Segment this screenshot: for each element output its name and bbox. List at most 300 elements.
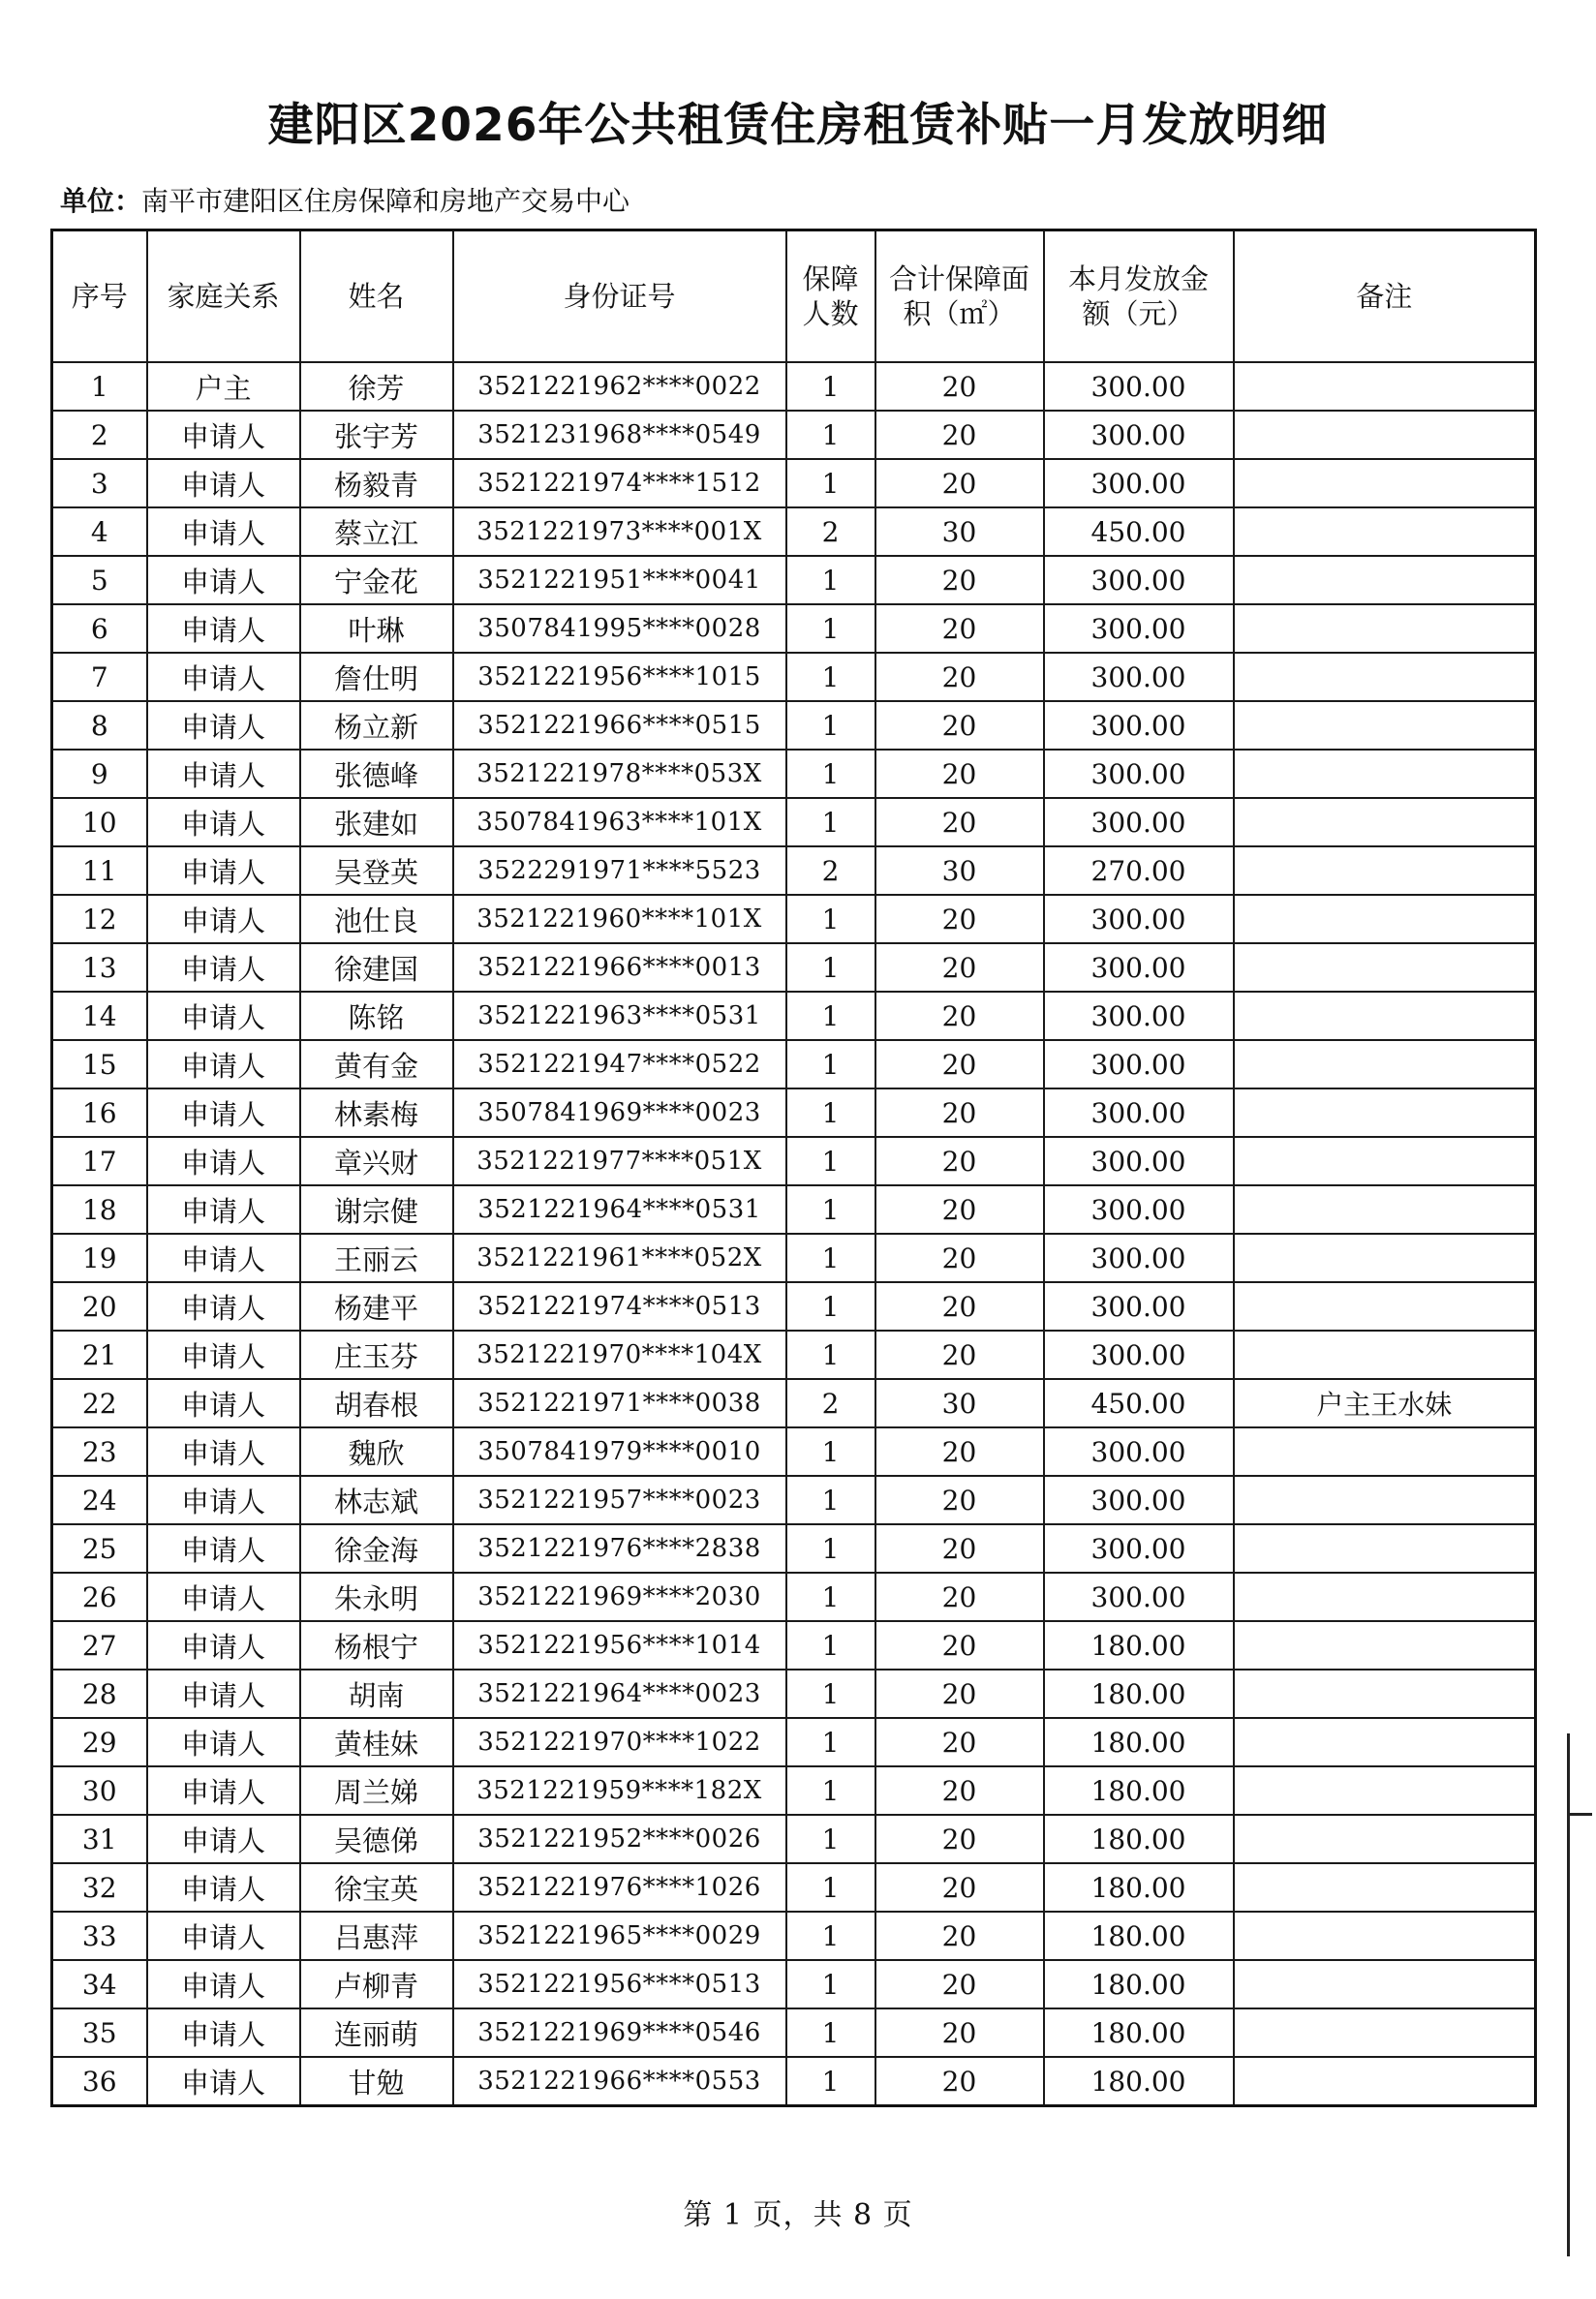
cell-seq: 33	[52, 1912, 147, 1960]
cell-id-number: 3521221977****051X	[453, 1137, 786, 1185]
cell-relation: 申请人	[147, 1040, 300, 1088]
cell-seq: 36	[52, 2057, 147, 2106]
cell-name: 吕惠萍	[300, 1912, 453, 1960]
col-header-amount: 本月发放金额（元）	[1044, 230, 1234, 363]
cell-id-number: 3521221969****0546	[453, 2008, 786, 2057]
cell-seq: 17	[52, 1137, 147, 1185]
cell-seq: 2	[52, 411, 147, 459]
cell-persons: 1	[786, 653, 875, 701]
cell-area: 20	[875, 1040, 1044, 1088]
cell-amount: 300.00	[1044, 1234, 1234, 1282]
cell-note	[1234, 459, 1536, 507]
cell-area: 20	[875, 1670, 1044, 1718]
col-header-seq: 序号	[52, 230, 147, 363]
cell-seq: 16	[52, 1088, 147, 1137]
table-row	[52, 1331, 1536, 1379]
cell-amount: 180.00	[1044, 1766, 1234, 1815]
cell-area: 20	[875, 1524, 1044, 1573]
cell-amount: 180.00	[1044, 1960, 1234, 2008]
table-row	[52, 2008, 1536, 2057]
cell-area: 20	[875, 1863, 1044, 1912]
cell-id-number: 3521221947****0522	[453, 1040, 786, 1088]
cell-note	[1234, 895, 1536, 943]
cell-name: 张宇芳	[300, 411, 453, 459]
scan-edge-mark	[1567, 1733, 1570, 2256]
cell-seq: 9	[52, 750, 147, 798]
cell-relation: 申请人	[147, 1815, 300, 1863]
cell-relation: 申请人	[147, 1331, 300, 1379]
cell-relation: 申请人	[147, 507, 300, 556]
cell-name: 徐宝英	[300, 1863, 453, 1912]
cell-note: 户主王水妹	[1234, 1379, 1536, 1427]
cell-amount: 300.00	[1044, 1573, 1234, 1621]
cell-name: 杨毅青	[300, 459, 453, 507]
cell-relation: 申请人	[147, 2008, 300, 2057]
cell-area: 20	[875, 1234, 1044, 1282]
cell-id-number: 3521221974****0513	[453, 1282, 786, 1331]
cell-persons: 1	[786, 1331, 875, 1379]
cell-name: 黄有金	[300, 1040, 453, 1088]
cell-id-number: 3521221962****0022	[453, 362, 786, 411]
cell-persons: 1	[786, 1670, 875, 1718]
cell-id-number: 3521221966****0515	[453, 701, 786, 750]
cell-seq: 11	[52, 846, 147, 895]
cell-persons: 1	[786, 992, 875, 1040]
cell-persons: 1	[786, 798, 875, 846]
table-row	[52, 1573, 1536, 1621]
table-row	[52, 1427, 1536, 1476]
cell-relation: 申请人	[147, 1863, 300, 1912]
cell-id-number: 3521221963****0531	[453, 992, 786, 1040]
cell-persons: 2	[786, 507, 875, 556]
cell-relation: 申请人	[147, 2057, 300, 2106]
cell-seq: 24	[52, 1476, 147, 1524]
cell-amount: 180.00	[1044, 1621, 1234, 1670]
col-header-name: 姓名	[300, 230, 453, 363]
cell-seq: 25	[52, 1524, 147, 1573]
cell-relation: 户主	[147, 362, 300, 411]
cell-note	[1234, 1766, 1536, 1815]
cell-amount: 180.00	[1044, 1670, 1234, 1718]
cell-note	[1234, 1718, 1536, 1766]
cell-amount: 300.00	[1044, 1137, 1234, 1185]
cell-area: 20	[875, 1621, 1044, 1670]
table-row	[52, 556, 1536, 604]
cell-relation: 申请人	[147, 1476, 300, 1524]
cell-persons: 1	[786, 1234, 875, 1282]
cell-persons: 1	[786, 1137, 875, 1185]
cell-seq: 29	[52, 1718, 147, 1766]
cell-relation: 申请人	[147, 459, 300, 507]
cell-seq: 32	[52, 1863, 147, 1912]
cell-amount: 300.00	[1044, 750, 1234, 798]
cell-amount: 450.00	[1044, 507, 1234, 556]
cell-note	[1234, 1331, 1536, 1379]
cell-seq: 21	[52, 1331, 147, 1379]
cell-amount: 300.00	[1044, 653, 1234, 701]
cell-id-number: 3521221966****0013	[453, 943, 786, 992]
cell-id-number: 3521221976****1026	[453, 1863, 786, 1912]
cell-area: 20	[875, 1137, 1044, 1185]
col-header-note: 备注	[1234, 230, 1536, 363]
table-row	[52, 943, 1536, 992]
table-row	[52, 459, 1536, 507]
table-row	[52, 1088, 1536, 1137]
cell-area: 20	[875, 411, 1044, 459]
table-row	[52, 1476, 1536, 1524]
col-header-id-number: 身份证号	[453, 230, 786, 363]
cell-amount: 300.00	[1044, 798, 1234, 846]
cell-note	[1234, 1476, 1536, 1524]
cell-name: 徐芳	[300, 362, 453, 411]
cell-relation: 申请人	[147, 1088, 300, 1137]
cell-relation: 申请人	[147, 1718, 300, 1766]
table-row	[52, 701, 1536, 750]
cell-area: 20	[875, 1282, 1044, 1331]
cell-note	[1234, 1088, 1536, 1137]
cell-seq: 19	[52, 1234, 147, 1282]
cell-relation: 申请人	[147, 1573, 300, 1621]
cell-amount: 300.00	[1044, 1476, 1234, 1524]
cell-name: 叶琳	[300, 604, 453, 653]
cell-name: 杨立新	[300, 701, 453, 750]
cell-id-number: 3521221960****101X	[453, 895, 786, 943]
cell-note	[1234, 846, 1536, 895]
cell-note	[1234, 1960, 1536, 2008]
cell-relation: 申请人	[147, 556, 300, 604]
cell-area: 20	[875, 1960, 1044, 2008]
cell-relation: 申请人	[147, 1960, 300, 2008]
cell-note	[1234, 1185, 1536, 1234]
cell-area: 20	[875, 1573, 1044, 1621]
cell-name: 池仕良	[300, 895, 453, 943]
table-row	[52, 1718, 1536, 1766]
cell-seq: 30	[52, 1766, 147, 1815]
cell-note	[1234, 1137, 1536, 1185]
cell-note	[1234, 992, 1536, 1040]
cell-note	[1234, 1234, 1536, 1282]
cell-area: 20	[875, 556, 1044, 604]
col-header-relation: 家庭关系	[147, 230, 300, 363]
cell-area: 30	[875, 846, 1044, 895]
cell-name: 杨根宁	[300, 1621, 453, 1670]
cell-persons: 1	[786, 750, 875, 798]
table-row	[52, 1863, 1536, 1912]
cell-relation: 申请人	[147, 798, 300, 846]
cell-area: 20	[875, 943, 1044, 992]
cell-note	[1234, 943, 1536, 992]
cell-area: 20	[875, 1331, 1044, 1379]
table-row	[52, 362, 1536, 411]
cell-persons: 1	[786, 459, 875, 507]
cell-note	[1234, 750, 1536, 798]
table-row	[52, 411, 1536, 459]
cell-relation: 申请人	[147, 846, 300, 895]
cell-relation: 申请人	[147, 411, 300, 459]
cell-area: 20	[875, 798, 1044, 846]
cell-seq: 12	[52, 895, 147, 943]
cell-id-number: 3507841963****101X	[453, 798, 786, 846]
cell-id-number: 3521221970****104X	[453, 1331, 786, 1379]
cell-persons: 1	[786, 556, 875, 604]
cell-name: 杨建平	[300, 1282, 453, 1331]
cell-area: 20	[875, 362, 1044, 411]
cell-area: 20	[875, 1718, 1044, 1766]
unit-value: 南平市建阳区住房保障和房地产交易中心	[141, 185, 630, 217]
cell-id-number: 3521221969****2030	[453, 1573, 786, 1621]
cell-amount: 180.00	[1044, 1863, 1234, 1912]
document-title: 建阳区2026年公共租赁住房租赁补贴一月发放明细	[267, 99, 1329, 152]
cell-persons: 1	[786, 701, 875, 750]
cell-amount: 300.00	[1044, 1282, 1234, 1331]
cell-seq: 31	[52, 1815, 147, 1863]
cell-note	[1234, 362, 1536, 411]
cell-id-number: 3521221951****0041	[453, 556, 786, 604]
cell-amount: 300.00	[1044, 992, 1234, 1040]
cell-note	[1234, 411, 1536, 459]
cell-persons: 1	[786, 1040, 875, 1088]
table-row	[52, 1960, 1536, 2008]
cell-seq: 6	[52, 604, 147, 653]
cell-persons: 1	[786, 411, 875, 459]
cell-area: 20	[875, 1185, 1044, 1234]
table-row	[52, 1282, 1536, 1331]
cell-persons: 1	[786, 1718, 875, 1766]
table-row	[52, 846, 1536, 895]
cell-name: 庄玉芬	[300, 1331, 453, 1379]
cell-area: 20	[875, 653, 1044, 701]
cell-area: 20	[875, 2008, 1044, 2057]
cell-persons: 1	[786, 1766, 875, 1815]
cell-relation: 申请人	[147, 1766, 300, 1815]
table-row	[52, 1815, 1536, 1863]
table-row	[52, 1137, 1536, 1185]
cell-relation: 申请人	[147, 604, 300, 653]
cell-seq: 27	[52, 1621, 147, 1670]
cell-seq: 34	[52, 1960, 147, 2008]
cell-relation: 申请人	[147, 943, 300, 992]
cell-relation: 申请人	[147, 1427, 300, 1476]
cell-area: 20	[875, 1088, 1044, 1137]
cell-id-number: 3521221978****053X	[453, 750, 786, 798]
cell-amount: 300.00	[1044, 1427, 1234, 1476]
cell-persons: 1	[786, 604, 875, 653]
cell-id-number: 3521221959****182X	[453, 1766, 786, 1815]
table-row	[52, 895, 1536, 943]
table-row	[52, 750, 1536, 798]
cell-seq: 4	[52, 507, 147, 556]
cell-seq: 26	[52, 1573, 147, 1621]
cell-area: 20	[875, 992, 1044, 1040]
cell-name: 徐金海	[300, 1524, 453, 1573]
cell-amount: 300.00	[1044, 1331, 1234, 1379]
cell-note	[1234, 1670, 1536, 1718]
table-row	[52, 1524, 1536, 1573]
cell-id-number: 3521221952****0026	[453, 1815, 786, 1863]
cell-persons: 1	[786, 2057, 875, 2106]
table-row	[52, 1379, 1536, 1427]
cell-seq: 28	[52, 1670, 147, 1718]
table-row	[52, 1040, 1536, 1088]
cell-amount: 180.00	[1044, 1815, 1234, 1863]
cell-relation: 申请人	[147, 992, 300, 1040]
cell-seq: 7	[52, 653, 147, 701]
cell-area: 20	[875, 895, 1044, 943]
col-header-area: 合计保障面积（㎡）	[875, 230, 1044, 363]
cell-name: 宁金花	[300, 556, 453, 604]
cell-relation: 申请人	[147, 1524, 300, 1573]
cell-note	[1234, 604, 1536, 653]
cell-seq: 3	[52, 459, 147, 507]
cell-persons: 1	[786, 1815, 875, 1863]
table-row	[52, 1234, 1536, 1282]
cell-persons: 1	[786, 1524, 875, 1573]
cell-id-number: 3521221957****0023	[453, 1476, 786, 1524]
cell-area: 20	[875, 701, 1044, 750]
cell-persons: 1	[786, 1088, 875, 1137]
cell-note	[1234, 701, 1536, 750]
cell-persons: 1	[786, 1476, 875, 1524]
table-row	[52, 1766, 1536, 1815]
table-row	[52, 1670, 1536, 1718]
cell-relation: 申请人	[147, 1670, 300, 1718]
cell-seq: 10	[52, 798, 147, 846]
cell-seq: 23	[52, 1427, 147, 1476]
unit-line	[60, 180, 629, 219]
cell-persons: 1	[786, 895, 875, 943]
cell-name: 黄桂妹	[300, 1718, 453, 1766]
cell-amount: 180.00	[1044, 2057, 1234, 2106]
cell-name: 魏欣	[300, 1427, 453, 1476]
table-row	[52, 653, 1536, 701]
table-row	[52, 992, 1536, 1040]
table-row	[52, 2057, 1536, 2106]
cell-persons: 1	[786, 1912, 875, 1960]
subsidy-table	[50, 229, 1537, 2107]
cell-name: 吴德俤	[300, 1815, 453, 1863]
cell-id-number: 3521221956****0513	[453, 1960, 786, 2008]
cell-relation: 申请人	[147, 1621, 300, 1670]
cell-name: 张德峰	[300, 750, 453, 798]
cell-amount: 300.00	[1044, 1088, 1234, 1137]
cell-seq: 13	[52, 943, 147, 992]
cell-relation: 申请人	[147, 1234, 300, 1282]
cell-name: 甘勉	[300, 2057, 453, 2106]
cell-note	[1234, 1573, 1536, 1621]
cell-seq: 18	[52, 1185, 147, 1234]
cell-note	[1234, 1912, 1536, 1960]
cell-amount: 300.00	[1044, 604, 1234, 653]
cell-persons: 1	[786, 2008, 875, 2057]
cell-area: 20	[875, 750, 1044, 798]
cell-name: 吴登英	[300, 846, 453, 895]
cell-note	[1234, 1863, 1536, 1912]
cell-amount: 270.00	[1044, 846, 1234, 895]
cell-amount: 300.00	[1044, 1524, 1234, 1573]
cell-id-number: 3521221976****2838	[453, 1524, 786, 1573]
cell-name: 连丽萌	[300, 2008, 453, 2057]
cell-persons: 1	[786, 1427, 875, 1476]
cell-relation: 申请人	[147, 1282, 300, 1331]
cell-name: 周兰娣	[300, 1766, 453, 1815]
cell-seq: 15	[52, 1040, 147, 1088]
cell-seq: 8	[52, 701, 147, 750]
cell-note	[1234, 507, 1536, 556]
cell-amount: 180.00	[1044, 1718, 1234, 1766]
cell-persons: 2	[786, 1379, 875, 1427]
table-row	[52, 1621, 1536, 1670]
cell-area: 30	[875, 507, 1044, 556]
cell-seq: 14	[52, 992, 147, 1040]
cell-amount: 300.00	[1044, 1185, 1234, 1234]
scan-edge-mark	[1567, 1813, 1592, 1816]
cell-persons: 1	[786, 362, 875, 411]
cell-name: 蔡立江	[300, 507, 453, 556]
cell-name: 胡南	[300, 1670, 453, 1718]
cell-note	[1234, 1621, 1536, 1670]
cell-area: 20	[875, 2057, 1044, 2106]
cell-id-number: 3521221966****0553	[453, 2057, 786, 2106]
cell-area: 20	[875, 1912, 1044, 1960]
cell-area: 20	[875, 604, 1044, 653]
cell-name: 陈铭	[300, 992, 453, 1040]
cell-id-number: 3521221974****1512	[453, 459, 786, 507]
cell-id-number: 3521231968****0549	[453, 411, 786, 459]
cell-relation: 申请人	[147, 750, 300, 798]
cell-name: 张建如	[300, 798, 453, 846]
cell-id-number: 3521221971****0038	[453, 1379, 786, 1427]
cell-id-number: 3507841995****0028	[453, 604, 786, 653]
cell-name: 徐建国	[300, 943, 453, 992]
cell-area: 20	[875, 1766, 1044, 1815]
cell-amount: 180.00	[1044, 2008, 1234, 2057]
cell-seq: 35	[52, 2008, 147, 2057]
cell-amount: 300.00	[1044, 362, 1234, 411]
cell-seq: 1	[52, 362, 147, 411]
cell-area: 20	[875, 459, 1044, 507]
cell-name: 卢柳青	[300, 1960, 453, 2008]
cell-name: 章兴财	[300, 1137, 453, 1185]
cell-persons: 1	[786, 1960, 875, 2008]
table-row	[52, 1912, 1536, 1960]
cell-id-number: 3521221970****1022	[453, 1718, 786, 1766]
cell-id-number: 3521221956****1015	[453, 653, 786, 701]
cell-persons: 1	[786, 1185, 875, 1234]
cell-amount: 300.00	[1044, 411, 1234, 459]
cell-name: 朱永明	[300, 1573, 453, 1621]
cell-note	[1234, 556, 1536, 604]
cell-name: 王丽云	[300, 1234, 453, 1282]
cell-persons: 1	[786, 943, 875, 992]
cell-amount: 180.00	[1044, 1912, 1234, 1960]
cell-id-number: 3521221964****0531	[453, 1185, 786, 1234]
cell-name: 谢宗健	[300, 1185, 453, 1234]
cell-persons: 1	[786, 1573, 875, 1621]
cell-persons: 2	[786, 846, 875, 895]
cell-seq: 20	[52, 1282, 147, 1331]
cell-area: 20	[875, 1815, 1044, 1863]
cell-name: 詹仕明	[300, 653, 453, 701]
cell-id-number: 3507841979****0010	[453, 1427, 786, 1476]
cell-note	[1234, 2008, 1536, 2057]
cell-relation: 申请人	[147, 1137, 300, 1185]
table-row	[52, 798, 1536, 846]
cell-note	[1234, 1040, 1536, 1088]
cell-note	[1234, 653, 1536, 701]
cell-area: 20	[875, 1476, 1044, 1524]
cell-id-number: 3521221961****052X	[453, 1234, 786, 1282]
table-row	[52, 507, 1536, 556]
